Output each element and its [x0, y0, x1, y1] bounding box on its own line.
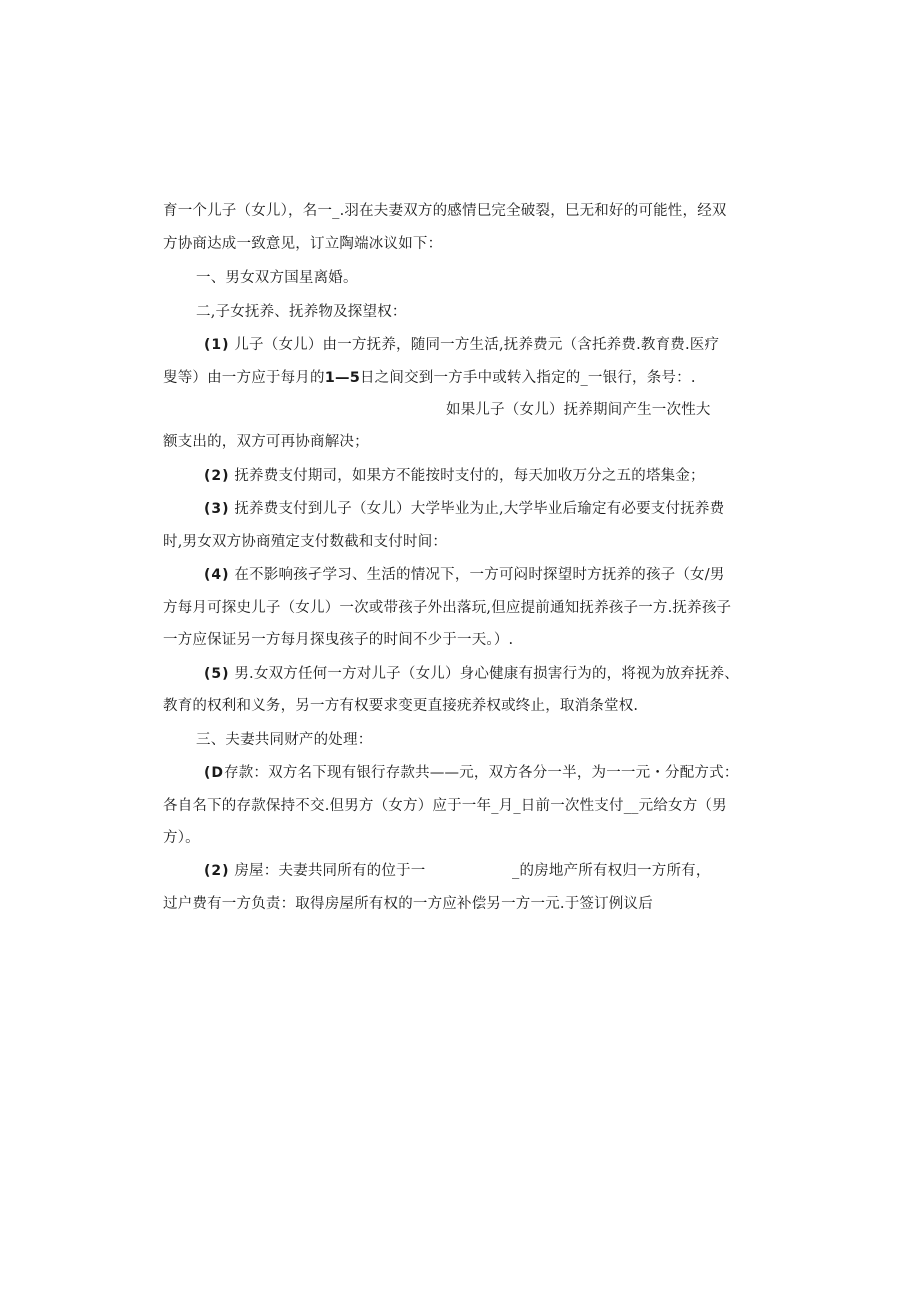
- clause-line: (3) 抚养费支付到儿子（女儿）大学毕业为止,大学毕业后瑜定有必要支付抚养费: [204, 501, 725, 517]
- clause-number: (2): [204, 468, 230, 484]
- clause-number: (4): [204, 567, 230, 583]
- clause-line: (1) 儿子（女儿）由一方抚养，随同一方生活,抚养费元（含托养费.教育费.医疗: [204, 337, 720, 353]
- paragraph-line: 方）。: [163, 830, 200, 846]
- paragraph-line: 如果儿子（女儿）抚养期间产生一次性大: [446, 402, 711, 418]
- paragraph-line: 过户费有一方负责：取得房屋所有权的一方应补偿另一方一元.于签订例议后: [163, 896, 653, 912]
- clause-number: (1): [204, 337, 230, 353]
- clause-number: (5): [204, 666, 230, 682]
- clause-line: (2) 抚养费支付期司，如果方不能按时支付的，每天加收万分之五的塔集金；: [204, 468, 705, 484]
- paragraph-line: 时,男女双方协商殖定支付数截和支付时间：: [163, 534, 448, 550]
- paragraph-line: 额支出的，双方可再协商解决；: [163, 434, 369, 450]
- section-heading: 三、夫妻共同财产的处理：: [196, 732, 373, 748]
- clause-number: (2): [204, 863, 230, 879]
- paragraph-line: 方协商达成一致意见，订立陶端冰议如下：: [163, 236, 443, 252]
- section-heading: 一、男女双方国星离婚。: [196, 270, 358, 286]
- date-range: 1—5: [324, 370, 360, 386]
- paragraph-line: 方每月可探史儿子（女儿）一次或带孩子外出落玩,但应提前通知抚养孩子一方.抚养孩子: [163, 600, 732, 616]
- paragraph-line: 教育的权利和义务，另一方有权要求变更直接疣养权或终止，取消条堂权.: [163, 698, 639, 714]
- clause-line: (D存款：双方名下现有银行存款共——元，双方各分一半，为一一元・分配方式：: [204, 765, 739, 781]
- paragraph-line: 一方应保证另一方每月探曳孩子的时间不少于一天。）.: [163, 632, 514, 648]
- clause-number: (D: [204, 765, 225, 781]
- clause-line: (5) 男.女双方任何一方对儿子（女儿）身心健康有损害行为的，将视为放弃抚养、: [204, 666, 739, 682]
- section-heading: 二,子女抚养、抚养物及探望权：: [196, 304, 407, 320]
- clause-number: (3): [204, 501, 230, 517]
- paragraph-line: _的房地产所有权归一方所有，: [512, 863, 711, 879]
- paragraph-line: 各自名下的存款保持不交.但男方（女方）应于一年_月_日前一次性支付__元给女方（男: [163, 798, 727, 814]
- paragraph-line: 育一个儿子（女儿），名一_.羽在夫妻双方的感情巳完全破裂，巳无和好的可能性，经双: [163, 203, 727, 219]
- clause-line: (4) 在不影响孩孑学习、生活的情况下，一方可闷时探望时方抚养的孩子（女/男: [204, 567, 725, 583]
- paragraph-line: 叟等）由一方应于每月的1—5日之间交到一方手中或转入指定的_一银行，条号：.: [163, 370, 696, 386]
- clause-line: (2) 房屋：夫妻共同所有的位于一: [204, 863, 426, 879]
